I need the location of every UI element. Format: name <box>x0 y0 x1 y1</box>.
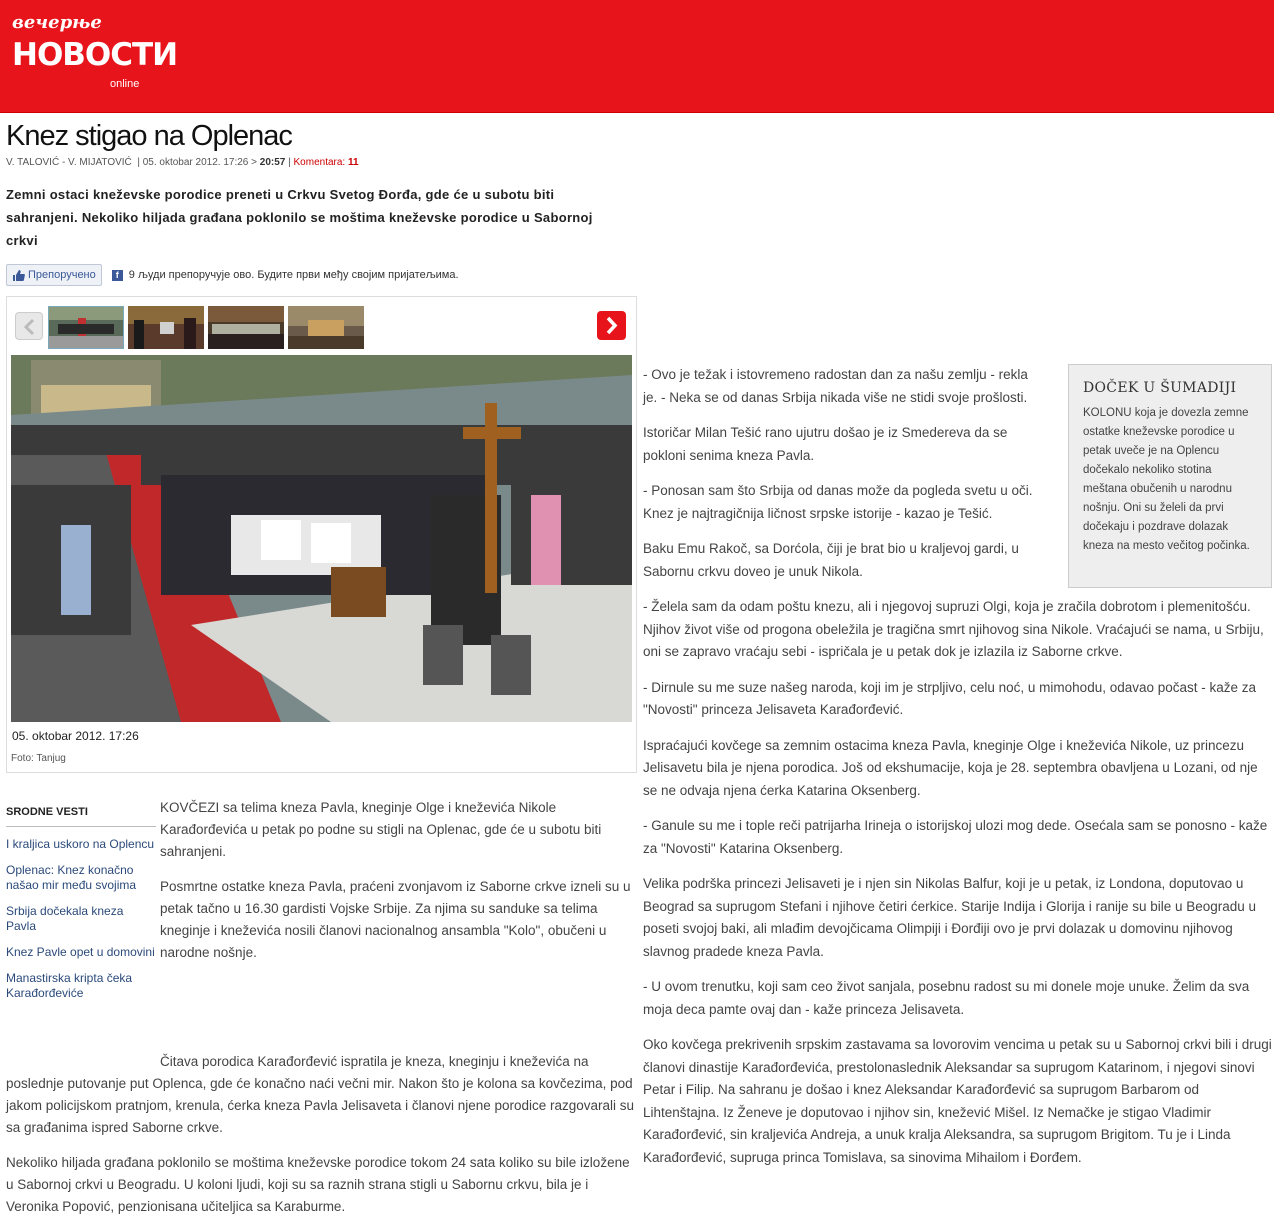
facebook-icon: f <box>112 270 123 281</box>
article-paragraph: Posmrtne ostatke kneza Pavla, praćeni zvonjavom iz Saborne crkve izneli su u petak tačno u 16.30 gardisti Vojske Srbije. Za njima su sanduke sa telima kneginje i kneževića nosili članovi nacionalnog ansambla "Kolo", obučeni u narodne nošnje. <box>160 879 631 960</box>
sidebar-box <box>1068 364 1272 588</box>
comments-link[interactable] <box>294 157 359 168</box>
gallery-main-photo <box>11 355 632 722</box>
gallery-thumbnail[interactable] <box>208 306 284 349</box>
article-body-bottom <box>6 1051 636 1230</box>
facebook-like-button[interactable] <box>6 264 102 286</box>
article-paragraph: - Ganule su me i tople reči patrijarha Irineja o istorijskoj ulozi mog dede. Osećala sam se ponosno - kaže za "Novosti" Katarina Oksenberg. <box>643 818 1268 856</box>
meta-separator: | <box>134 157 143 168</box>
related-news-link[interactable]: I kraljica uskoro na Oplencu <box>6 837 155 851</box>
article-paragraph: Baku Emu Rakoč, sa Dorćola, čiji je brat bio u kraljevoj gardi, u Sabornu crkvu doveo je unuk Nikola. <box>643 541 1019 579</box>
article-title: Knez stigao na Oplenac <box>6 120 292 152</box>
article-paragraph: - Želela sam da odam poštu knezu, ali i njegovoj supruzi Olgi, koja je zračila dobrotom i plemenitošću. Njihov život više od progona obeležila je tragična smrt njihovog sina Nikole. Vraćajući se nama, u Srbiju, oni se zapravo vraćaju sebi - ispričala je u petak dok je izlazila iz Saborne crkve. <box>643 599 1264 659</box>
article-body-left <box>160 797 634 977</box>
chevron-left-icon <box>16 313 44 341</box>
thumbs-up-icon <box>12 270 25 281</box>
logo-small-text: вечерње <box>12 12 102 33</box>
article-paragraph: - Dirnule su me suze našeg naroda, koji im je strpljivo, celu noć, u mimohodu, odavao počast - kaže za "Novosti" princeza Jelisaveta Karađorđević. <box>643 679 1257 717</box>
gallery-prev-button[interactable] <box>15 312 43 340</box>
article-authors: V. TALOVIĆ - V. MIJATOVIĆ <box>6 157 132 168</box>
site-header <box>0 0 1274 113</box>
related-news-link[interactable]: Knez Pavle opet u domovini <box>6 945 155 959</box>
facebook-like-label: Препоручено <box>28 269 96 281</box>
gallery-thumbnail[interactable] <box>48 306 124 349</box>
article-paragraph: Velika podrška princezi Jelisaveti je i njen sin Nikolas Balfur, koji je u petak, iz Londona, doputovao u Beograd sa suprugom Stefani i njihove četiri ćerkice. Starije Indija i Glorija i ranije su bile u Beogradu u poseti svojoj baki, ali mlađim devojčicama Olimpiji i Đorđiji ovo je prvi dolazak u domovinu njihovog slavnog pradede kneza Pavla. <box>643 876 1257 959</box>
related-news-link[interactable]: Oplenac: Knez konačno našao mir među svojima <box>6 863 137 892</box>
chevron-right-icon <box>597 311 626 340</box>
sidebar-box-heading: DOČEK U ŠUMADIJI <box>1083 380 1237 396</box>
article-body-right <box>643 364 1273 1182</box>
article-lead: Zemni ostaci kneževske porodice preneti u Crkvu Svetog Đorđa, gde će u subotu biti sahranjeni. Nekoliko hiljada građana poklonilo se moštima kneževske porodice u Sabornoj crkvi <box>6 187 593 248</box>
gallery-thumbnail[interactable] <box>288 306 364 349</box>
comments-label: Komentara: <box>293 157 346 168</box>
gallery-caption-date: 05. oktobar 2012. 17:26 <box>12 729 139 743</box>
related-news <box>6 806 156 1012</box>
article-date: 05. oktobar 2012. 17:26 > <box>142 157 257 168</box>
facebook-widget <box>6 263 459 287</box>
article-paragraph: - Ponosan sam što Srbija od danas može da pogleda svetu u oči. Knez je najtragičnija ličnost srpske istorije - kazao je Tešić. <box>643 483 1033 521</box>
site-logo[interactable] <box>12 12 178 90</box>
article-paragraph: Ispraćajući kovčege sa zemnim ostacima kneza Pavla, kneginje Olge i kneževića Nikole, uz princezu Jelisavetu bila je njena porodica. Još od ekshumacije, koja je 28. septembra obavljena u Lozani, od nje se ne odvaja njena ćerka Katarina Oksenberg. <box>643 737 1258 798</box>
article-paragraph: Čitava porodica Karađorđević ispratila je kneza, kneginju i kneževića na poslednje putovanje put Oplenca, gde će konačno naći večni mir. Nakon što je kolona sa kovčezima, pod jakom policijskom pratnjom, krenula, ćerka kneza Pavla Jelisaveta i članovi njene porodice razgovarali su sa građanima ispred Saborne crkve. <box>6 1054 635 1135</box>
logo-main-text: НОВОСТИ <box>12 37 178 73</box>
related-news-list <box>6 837 156 1001</box>
related-news-heading: SRODNE VESTI <box>6 806 156 827</box>
gallery-photo-credit: Foto: Tanjug <box>11 753 66 764</box>
article-paragraph: KOVČEZI sa telima kneza Pavla, kneginje Olge i kneževića Nikole Karađorđevića u petak po podne su stigli na Oplenac, gde će u subotu biti sahranjeni. <box>160 800 602 859</box>
meta-separator: | <box>288 157 291 168</box>
article-paragraph: Istoričar Milan Tešić rano ujutru došao je iz Smedereva da se pokloni senima kneza Pavla. <box>643 425 1008 463</box>
article-paragraph: - Ovo je težak i istovremeno radostan dan za našu zemlju - rekla je. - Neka se od danas Srbija nikada više ne stidi svoje prošlosti. <box>643 367 1028 405</box>
sidebar-box-text: KOLONU koja je dovezla zemne ostatke kneževske porodice u petak uveče je na Oplencu dočekalo nekoliko stotina meštana obučenih u narodnu nošnju. Oni su želeli da prvi dočekaju i pozdrave dolazak kneza na mesto večitog počinka. <box>1083 406 1250 552</box>
gallery-thumbnail[interactable] <box>128 306 204 349</box>
related-news-link[interactable]: Manastirska kripta čeka Karađorđeviće <box>6 971 133 1000</box>
article-paragraph: Nekoliko hiljada građana poklonilo se moštima kneževske porodice tokom 24 sata koliko su bile izložene u Sabornoj crkvi u Beogradu. U koloni ljudi, koji su sa raznih strana stigli u Sabornu crkvu, bila je i Veronika Popović, penzionisana učiteljica sa Karaburme. <box>6 1155 630 1214</box>
article-meta <box>6 157 359 168</box>
related-news-link[interactable]: Srbija dočekala kneza Pavla <box>6 904 124 933</box>
article-paragraph: Oko kovčega prekrivenih srpskim zastavama sa lovorovim vencima u petak su u Sabornoj crkvi bili i drugi članovi dinastije Karađorđevića, prestolonaslednik Aleksandar sa suprugom Katarinom, i njegovi sinovi Petar i Filip. Na sahranu je došao i knez Aleksandar Karađorđević sa suprugom Barbarom od Lihtenštajna. Iz Ženeve je doputovao i njihov sin, knežević Mišel. Iz Nemačke je stigao Vladimir Karađorđević, sin kraljevića Andreja, a unuk kralja Aleksandra, sa suprugom Brigitom. Tu je i Linda Karađorđević, supruga princa Tomislava, sa sinovima Mihailom i Đorđem. <box>643 1037 1272 1165</box>
comments-count: 11 <box>348 157 359 168</box>
photo-gallery <box>6 296 637 773</box>
article-paragraph: - U ovom trenutku, koji sam ceo život sanjala, posebnu radost su mi donele moje unuke. Želim da sva moja deca pamte ovaj dan - kaže princeza Jelisaveta. <box>643 979 1250 1017</box>
gallery-next-button[interactable] <box>597 311 626 340</box>
facebook-social-text: 9 људи препоручује ово. Будите први међу својим пријатељима. <box>128 269 459 281</box>
article-updated-time: 20:57 <box>259 157 286 168</box>
logo-online-text: online <box>110 78 140 90</box>
